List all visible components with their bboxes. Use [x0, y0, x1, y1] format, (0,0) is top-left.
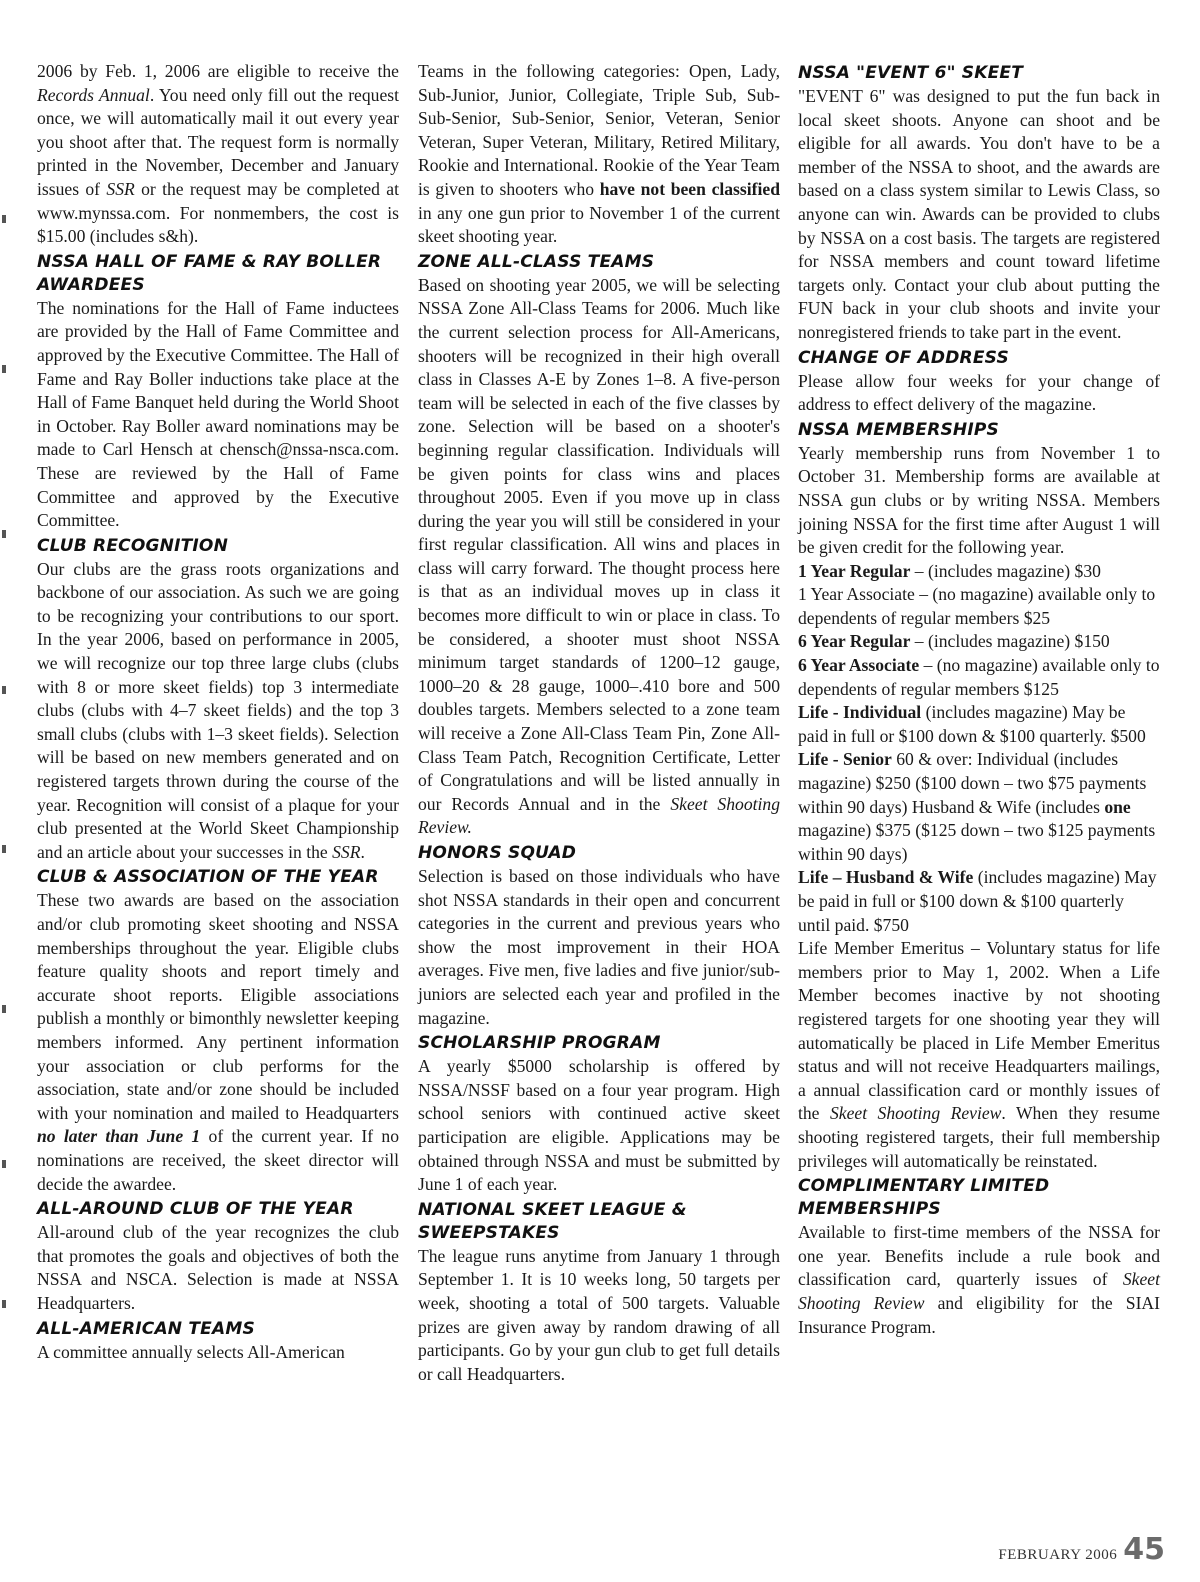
section-heading-zone-all-class: ZONE ALL-CLASS TEAMS — [418, 251, 655, 272]
membership-item-life-senior: Life - Senior 60 & over: Individual (includes magazine) $250 ($100 down – two $75 payments within 90 days) Husband & Wife (includes one magazine) $375 ($125 down – two $125 payments within 90 days) — [798, 749, 1156, 864]
event-6-paragraph: "EVENT 6" was designed to put the fun back in local skeet shoots. Anyone can shoot and be eligible for all awards. You don't have to be a member of the NSSA to shoot, and the awards are based on a class system similar to Lewis Class, so anyone can win. Awards can be provided to clubs by NSSA on a cost basis. The targets are registered for NSSA members and count toward lifetime targets only. Contact your club about putting the FUN back in your club shoots and invite your nonregistered friends to take part in the event. — [798, 86, 1160, 342]
issue-date: FEBRUARY 2006 — [998, 1547, 1118, 1563]
margin-mark — [2, 1300, 6, 1308]
column-1 — [37, 60, 399, 1364]
section-heading-skeet-league: NATIONAL SKEET LEAGUE & SWEEPSTAKES — [418, 1199, 687, 1243]
zone-all-class-paragraph: Based on shooting year 2005, we will be selecting NSSA Zone All-Class Teams for 2006. Much like the current selection process for All-Americans, shooters will be recognized in their high overall class in Classes A-E by Zones 1–8. A five-person team will be selected in each of the five classes by zone. Selection will be based on a shooter's beginning regular classification. Individuals will be given points for class wins and places throughout 2005. Even if you move up in class during the year you will still be considered in your first regular classification. All wins and places in class will carry forward. The thought process here is that as an individual moves up in class it becomes more difficult to win or place in class. To be considered, a shooter must shoot NSSA minimum target standards of 1200–12 gauge, 1000–20 & 28 gauge, 1000–.410 bore and 500 doubles targets. Members selected to a zone team will receive a Zone All-Class Team Pin, Zone All-Class Team Patch, Recognition Certificate, Letter of Congratulations and will be listed annually in our Records Annual and in the Skeet Shooting Review. — [418, 274, 780, 838]
hall-of-fame-paragraph: The nominations for the Hall of Fame inductees are provided by the Hall of Fame Committee and approved by the Executive Committee. The Hall of Fame and Ray Boller inductions take place at the Hall of Fame Banquet held during the World Shoot in October. Ray Boller award nominations may be made to Carl Hensch at chensch@nssa-nsca.com. These are reviewed by the Hall of Fame Committee and approved by the Executive Committee. — [37, 297, 399, 531]
records-annual-paragraph: 2006 by Feb. 1, 2006 are eligible to receive the Records Annual. You need only fill out the request once, we will automatically mail it out every year you shoot after that. The request form is normally printed in the November, December and January issues of SSR or the request may be completed at www.mynssa.com. For nonmembers, the cost is $15.00 (includes s&h). — [37, 61, 399, 247]
page-footer — [998, 1532, 1165, 1567]
column-3 — [798, 62, 1160, 1339]
club-association-paragraph: These two awards are based on the association and/or club promoting skeet shooting and NSSA memberships throughout the year. Eligible clubs feature quality shoots and report timely and accurate shoot reports. Eligible associations publish a monthly or bimonthly newsletter keeping members informed. Any pertinent information your association or club performs for the association, state and/or zone should be included with your nomination and mailed to Headquarters no later than June 1 of the current year. If no nominations are received, the skeet director will decide the awardee. — [37, 890, 399, 1194]
margin-mark — [2, 1005, 6, 1013]
column-2 — [418, 60, 780, 1386]
section-heading-club-association: CLUB & ASSOCIATION OF THE YEAR — [37, 867, 379, 888]
memberships-paragraph: Yearly membership runs from November 1 to October 31. Membership forms are available at NSSA gun clubs or by writing NSSA. Members joining NSSA for the first time after August 1 will be given credit for the following year. — [798, 442, 1160, 558]
section-heading-scholarship: SCHOLARSHIP PROGRAM — [418, 1033, 661, 1054]
club-recognition-paragraph: Our clubs are the grass roots organizations and backbone of our association. As such we are going to be recognizing your contributions to our sport. In the year 2006, based on performance in 2005, we will recognize our top three large clubs (clubs with 8 or more skeet fields) top 3 intermediate clubs (clubs with 4–7 skeet fields) and the top 3 small clubs (clubs with 1–3 skeet fields). Selection will be based on new members generated and on registered targets thrown during the course of the year. Recognition will consist of a plaque for your club presented at the World Skeet Championship and an article about your successes in the SSR. — [37, 558, 399, 862]
all-american-paragraph: A committee annually selects All-American — [37, 1341, 345, 1362]
section-heading-memberships: NSSA MEMBERSHIPS — [798, 419, 999, 440]
margin-mark — [2, 1160, 6, 1168]
section-heading-change-of-address: CHANGE OF ADDRESS — [798, 347, 1009, 368]
skeet-league-paragraph: The league runs anytime from January 1 through September 1. It is 10 weeks long, 50 targets per week, shooting a total of 500 targets. Valuable prizes are given away by random drawing of all participants. Go by your gun club to get full details or call Headquarters. — [418, 1245, 780, 1384]
section-heading-hall-of-fame: NSSA HALL OF FAME & RAY BOLLER AWARDEES — [37, 251, 382, 295]
honors-squad-paragraph: Selection is based on those individuals who have shot NSSA standards in their open and concurrent categories in the current and previous years who show the most improvement in their HOA averages. Five men, five ladies and five junior/sub-juniors are selected each year and profiled in the magazine. — [418, 866, 780, 1028]
all-around-paragraph: All-around club of the year recognizes the club that promotes the goals and objectives of both the NSSA and NSCA. Selection is made at NSSA Headquarters. — [37, 1222, 399, 1313]
page-number: 45 — [1123, 1532, 1165, 1567]
section-heading-honors-squad: HONORS SQUAD — [418, 843, 577, 863]
margin-mark — [2, 686, 6, 694]
membership-item-1-year-regular: 1 Year Regular – (includes magazine) $30 — [798, 560, 1101, 581]
life-member-emeritus-paragraph: Life Member Emeritus – Voluntary status for life members prior to May 1, 2002. When a Life Member becomes inactive by not shooting registered targets for one shooting year they will automatically be placed in Life Member Emeritus status and will not receive Headquarters mailings, a annual classification card or monthly issues of the Skeet Shooting Review. When they resume shooting registered targets, their full membership privileges will automatically be reinstated. — [798, 938, 1160, 1171]
membership-item-life-husband-wife: Life – Husband & Wife (includes magazine) May be paid in full or $100 down & $100 quarterly until paid. $750 — [798, 867, 1157, 935]
all-american-continued-paragraph: Teams in the following categories: Open, Lady, Sub-Junior, Junior, Collegiate, Triple Sub, Sub-Sub-Senior, Sub-Senior, Senior, Veteran, Senior Veteran, Super Veteran, Military, Retired Military, Rookie and International. Rookie of the Year Team is given to shooters who have not been classified in any one gun prior to November 1 of the current skeet shooting year. — [418, 61, 780, 247]
margin-mark — [2, 530, 6, 538]
membership-item-1-year-associate: 1 Year Associate – (no magazine) available only to dependents of regular members $25 — [798, 584, 1156, 628]
membership-item-life-individual: Life - Individual (includes magazine) May be paid in full or $100 down & $100 quarterly. $500 — [798, 702, 1146, 746]
section-heading-club-recognition: CLUB RECOGNITION — [37, 535, 228, 556]
membership-item-6-year-regular: 6 Year Regular – (includes magazine) $150 — [798, 631, 1110, 652]
complimentary-paragraph: Available to first-time members of the NSSA for one year. Benefits include a rule book and classification card, quarterly issues of Skeet Shooting Review and eligibility for the SIAI Insurance Program. — [798, 1222, 1160, 1337]
section-heading-all-american: ALL-AMERICAN TEAMS — [37, 1318, 255, 1339]
change-of-address-paragraph: Please allow four weeks for your change of address to effect delivery of the magazine. — [798, 370, 1160, 415]
membership-item-6-year-associate: 6 Year Associate – (no magazine) available only to dependents of regular members $125 — [798, 655, 1160, 699]
section-heading-complimentary: COMPLIMENTARY LIMITED MEMBERSHIPS — [798, 1176, 1050, 1220]
scholarship-paragraph: A yearly $5000 scholarship is offered by NSSA/NSSF based on a four year program. High school seniors with continued active skeet participation are eligible. Applications may be obtained through NSSA and must be submitted by June 1 of each year. — [418, 1056, 780, 1195]
margin-mark — [2, 845, 6, 853]
section-heading-all-around: ALL-AROUND CLUB OF THE YEAR — [37, 1199, 354, 1220]
margin-mark — [2, 365, 6, 373]
margin-mark — [2, 215, 6, 223]
section-heading-event-6: NSSA "EVENT 6" SKEET — [798, 63, 1024, 83]
